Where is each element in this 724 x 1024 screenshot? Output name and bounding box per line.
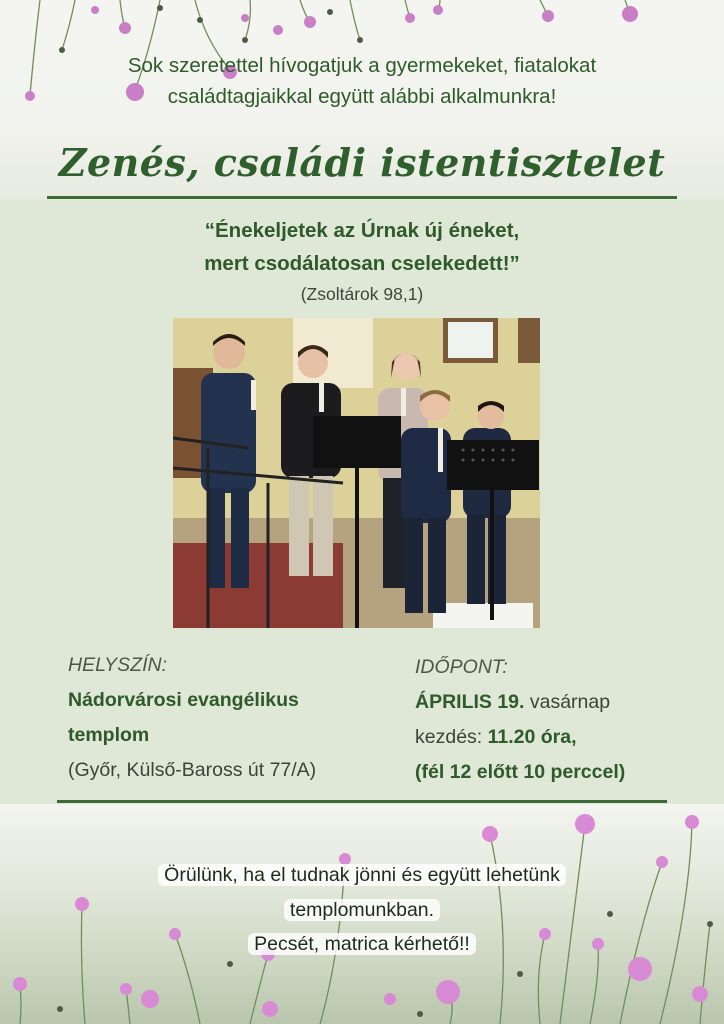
quote-line-2: mert csodálatosan cselekedett!” [204, 252, 520, 275]
closing-line-1: Örülünk, ha el tudnak jönni és együtt lehetünk [158, 864, 566, 886]
start-label: kezdés: [415, 726, 488, 748]
recorder-players-illustration [173, 318, 540, 628]
time-date-line [415, 685, 625, 720]
invitation-text [60, 50, 664, 112]
event-weekday: vasárnap [524, 691, 611, 713]
invitation-line-2: családtagjaikkal együtt alábbi alkalmunkra! [167, 85, 557, 108]
musicians-photo [173, 318, 540, 628]
location-name-line-1: Nádorvárosi evangélikus [68, 689, 299, 711]
bible-quote [100, 214, 624, 280]
closing-line-2: templomunkban. [284, 899, 440, 921]
location-section [68, 648, 316, 788]
event-title: Zenés, családi istentisztelet [58, 140, 666, 185]
time-label: IDŐPONT: [415, 656, 508, 678]
location-address: (Győr, Külső-Baross út 77/A) [68, 759, 317, 781]
quote-reference: (Zsoltárok 98,1) [300, 284, 424, 304]
time-section [415, 650, 625, 790]
time-note: (fél 12 előtt 10 perccel) [415, 761, 626, 783]
closing-message [120, 858, 604, 962]
start-time: 11.20 óra, [487, 726, 577, 748]
location-name-line-2: templom [68, 724, 150, 746]
event-date: ÁPRILIS 19. [415, 691, 525, 713]
quote-line-1: “Énekeljetek az Úrnak új éneket, [204, 219, 520, 242]
location-label: HELYSZÍN: [68, 654, 167, 676]
invitation-line-1: Sok szeretettel hívogatjuk a gyermekeket, fiatalokat [127, 54, 597, 77]
closing-line-3: Pecsét, matrica kérhető!! [248, 933, 476, 955]
top-divider [47, 196, 677, 199]
bottom-divider [57, 800, 667, 803]
time-start-line [415, 720, 625, 755]
